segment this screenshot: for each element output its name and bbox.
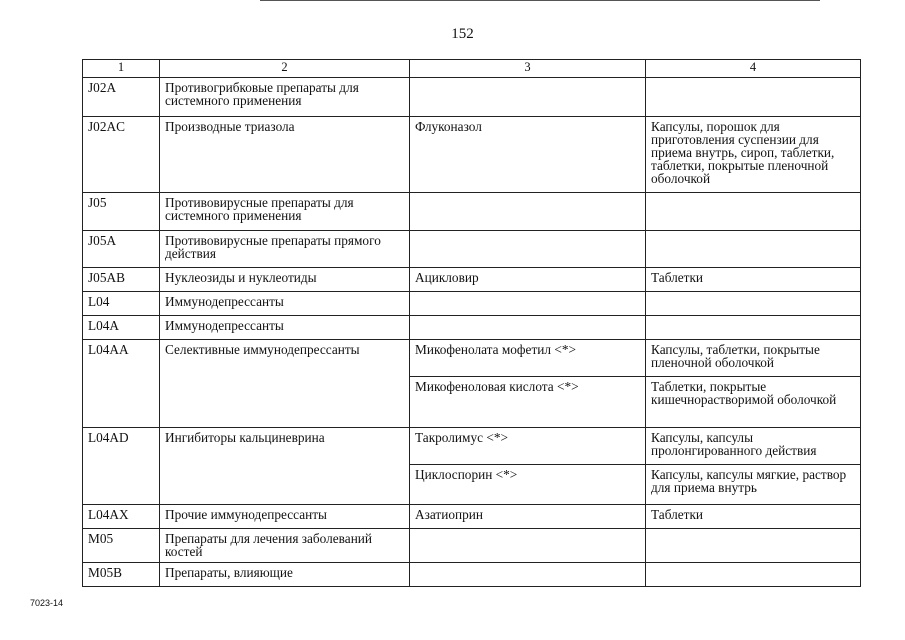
dosage-form-cell: Капсулы, порошок для приготовления суспензии для приема внутрь, сироп, таблетки, таблетки, покрытые пленочной оболочкой	[646, 117, 861, 193]
atc-code-cell: L04	[83, 292, 160, 316]
drug-name-cell: Микофенолата мофетил <*>	[410, 340, 646, 377]
drug-name-cell	[410, 231, 646, 268]
table-row	[83, 292, 861, 316]
group-name-cell: Ингибиторы кальциневрина	[160, 428, 410, 505]
table-row	[83, 316, 861, 340]
table-row	[83, 78, 861, 117]
group-name-cell: Прочие иммунодепрессанты	[160, 505, 410, 529]
dosage-form-cell	[646, 231, 861, 268]
table-row	[83, 340, 861, 377]
dosage-form-cell: Капсулы, капсулы мягкие, раствор для приема внутрь	[646, 465, 861, 505]
table-row	[83, 117, 861, 193]
drug-name-cell: Циклоспорин <*>	[410, 465, 646, 505]
column-header: 1	[83, 60, 160, 78]
atc-code-cell: J05AB	[83, 268, 160, 292]
top-rule	[260, 0, 820, 1]
atc-code-cell: L04AX	[83, 505, 160, 529]
atc-code-cell: J02AC	[83, 117, 160, 193]
dosage-form-cell: Капсулы, капсулы пролонгированного действия	[646, 428, 861, 465]
group-name-cell: Препараты для лечения заболеваний костей	[160, 529, 410, 563]
atc-code-cell: L04AD	[83, 428, 160, 505]
dosage-form-cell	[646, 78, 861, 117]
atc-code-cell: J02A	[83, 78, 160, 117]
dosage-form-cell: Таблетки	[646, 268, 861, 292]
group-name-cell: Селективные иммунодепрессанты	[160, 340, 410, 428]
column-header: 4	[646, 60, 861, 78]
dosage-form-cell: Таблетки, покрытые кишечнорастворимой оболочкой	[646, 377, 861, 428]
drug-table	[82, 59, 861, 587]
group-name-cell: Противогрибковые препараты для системного применения	[160, 78, 410, 117]
column-header: 3	[410, 60, 646, 78]
atc-code-cell: M05B	[83, 563, 160, 587]
dosage-form-cell: Таблетки	[646, 505, 861, 529]
table-row	[83, 563, 861, 587]
group-name-cell: Иммунодепрессанты	[160, 316, 410, 340]
table-row	[83, 193, 861, 231]
footer-document-code: 7023-14	[30, 598, 64, 608]
table-row	[83, 231, 861, 268]
drug-name-cell: Ацикловир	[410, 268, 646, 292]
dosage-form-cell	[646, 292, 861, 316]
group-name-cell: Противовирусные препараты для системного применения	[160, 193, 410, 231]
drug-name-cell: Такролимус <*>	[410, 428, 646, 465]
atc-code-cell: M05	[83, 529, 160, 563]
page-number: 152	[451, 26, 474, 42]
drug-name-cell	[410, 292, 646, 316]
drug-name-cell	[410, 193, 646, 231]
drug-name-cell: Флуконазол	[410, 117, 646, 193]
column-header: 2	[160, 60, 410, 78]
atc-code-cell: L04AA	[83, 340, 160, 428]
atc-code-cell: J05A	[83, 231, 160, 268]
atc-code-cell: J05	[83, 193, 160, 231]
group-name-cell: Противовирусные препараты прямого действия	[160, 231, 410, 268]
group-name-cell: Производные триазола	[160, 117, 410, 193]
table-row	[83, 268, 861, 292]
table-row	[83, 529, 861, 563]
table-row	[83, 428, 861, 465]
dosage-form-cell	[646, 316, 861, 340]
dosage-form-cell	[646, 193, 861, 231]
dosage-form-cell: Капсулы, таблетки, покрытые пленочной оболочкой	[646, 340, 861, 377]
drug-name-cell	[410, 529, 646, 563]
drug-name-cell	[410, 316, 646, 340]
drug-name-cell: Микофеноловая кислота <*>	[410, 377, 646, 428]
dosage-form-cell	[646, 563, 861, 587]
dosage-form-cell	[646, 529, 861, 563]
drug-name-cell: Азатиоприн	[410, 505, 646, 529]
drug-name-cell	[410, 78, 646, 117]
drug-name-cell	[410, 563, 646, 587]
group-name-cell: Иммунодепрессанты	[160, 292, 410, 316]
group-name-cell: Нуклеозиды и нуклеотиды	[160, 268, 410, 292]
atc-code-cell: L04A	[83, 316, 160, 340]
group-name-cell: Препараты, влияющие	[160, 563, 410, 587]
table-row	[83, 505, 861, 529]
table-header-row	[83, 60, 861, 78]
